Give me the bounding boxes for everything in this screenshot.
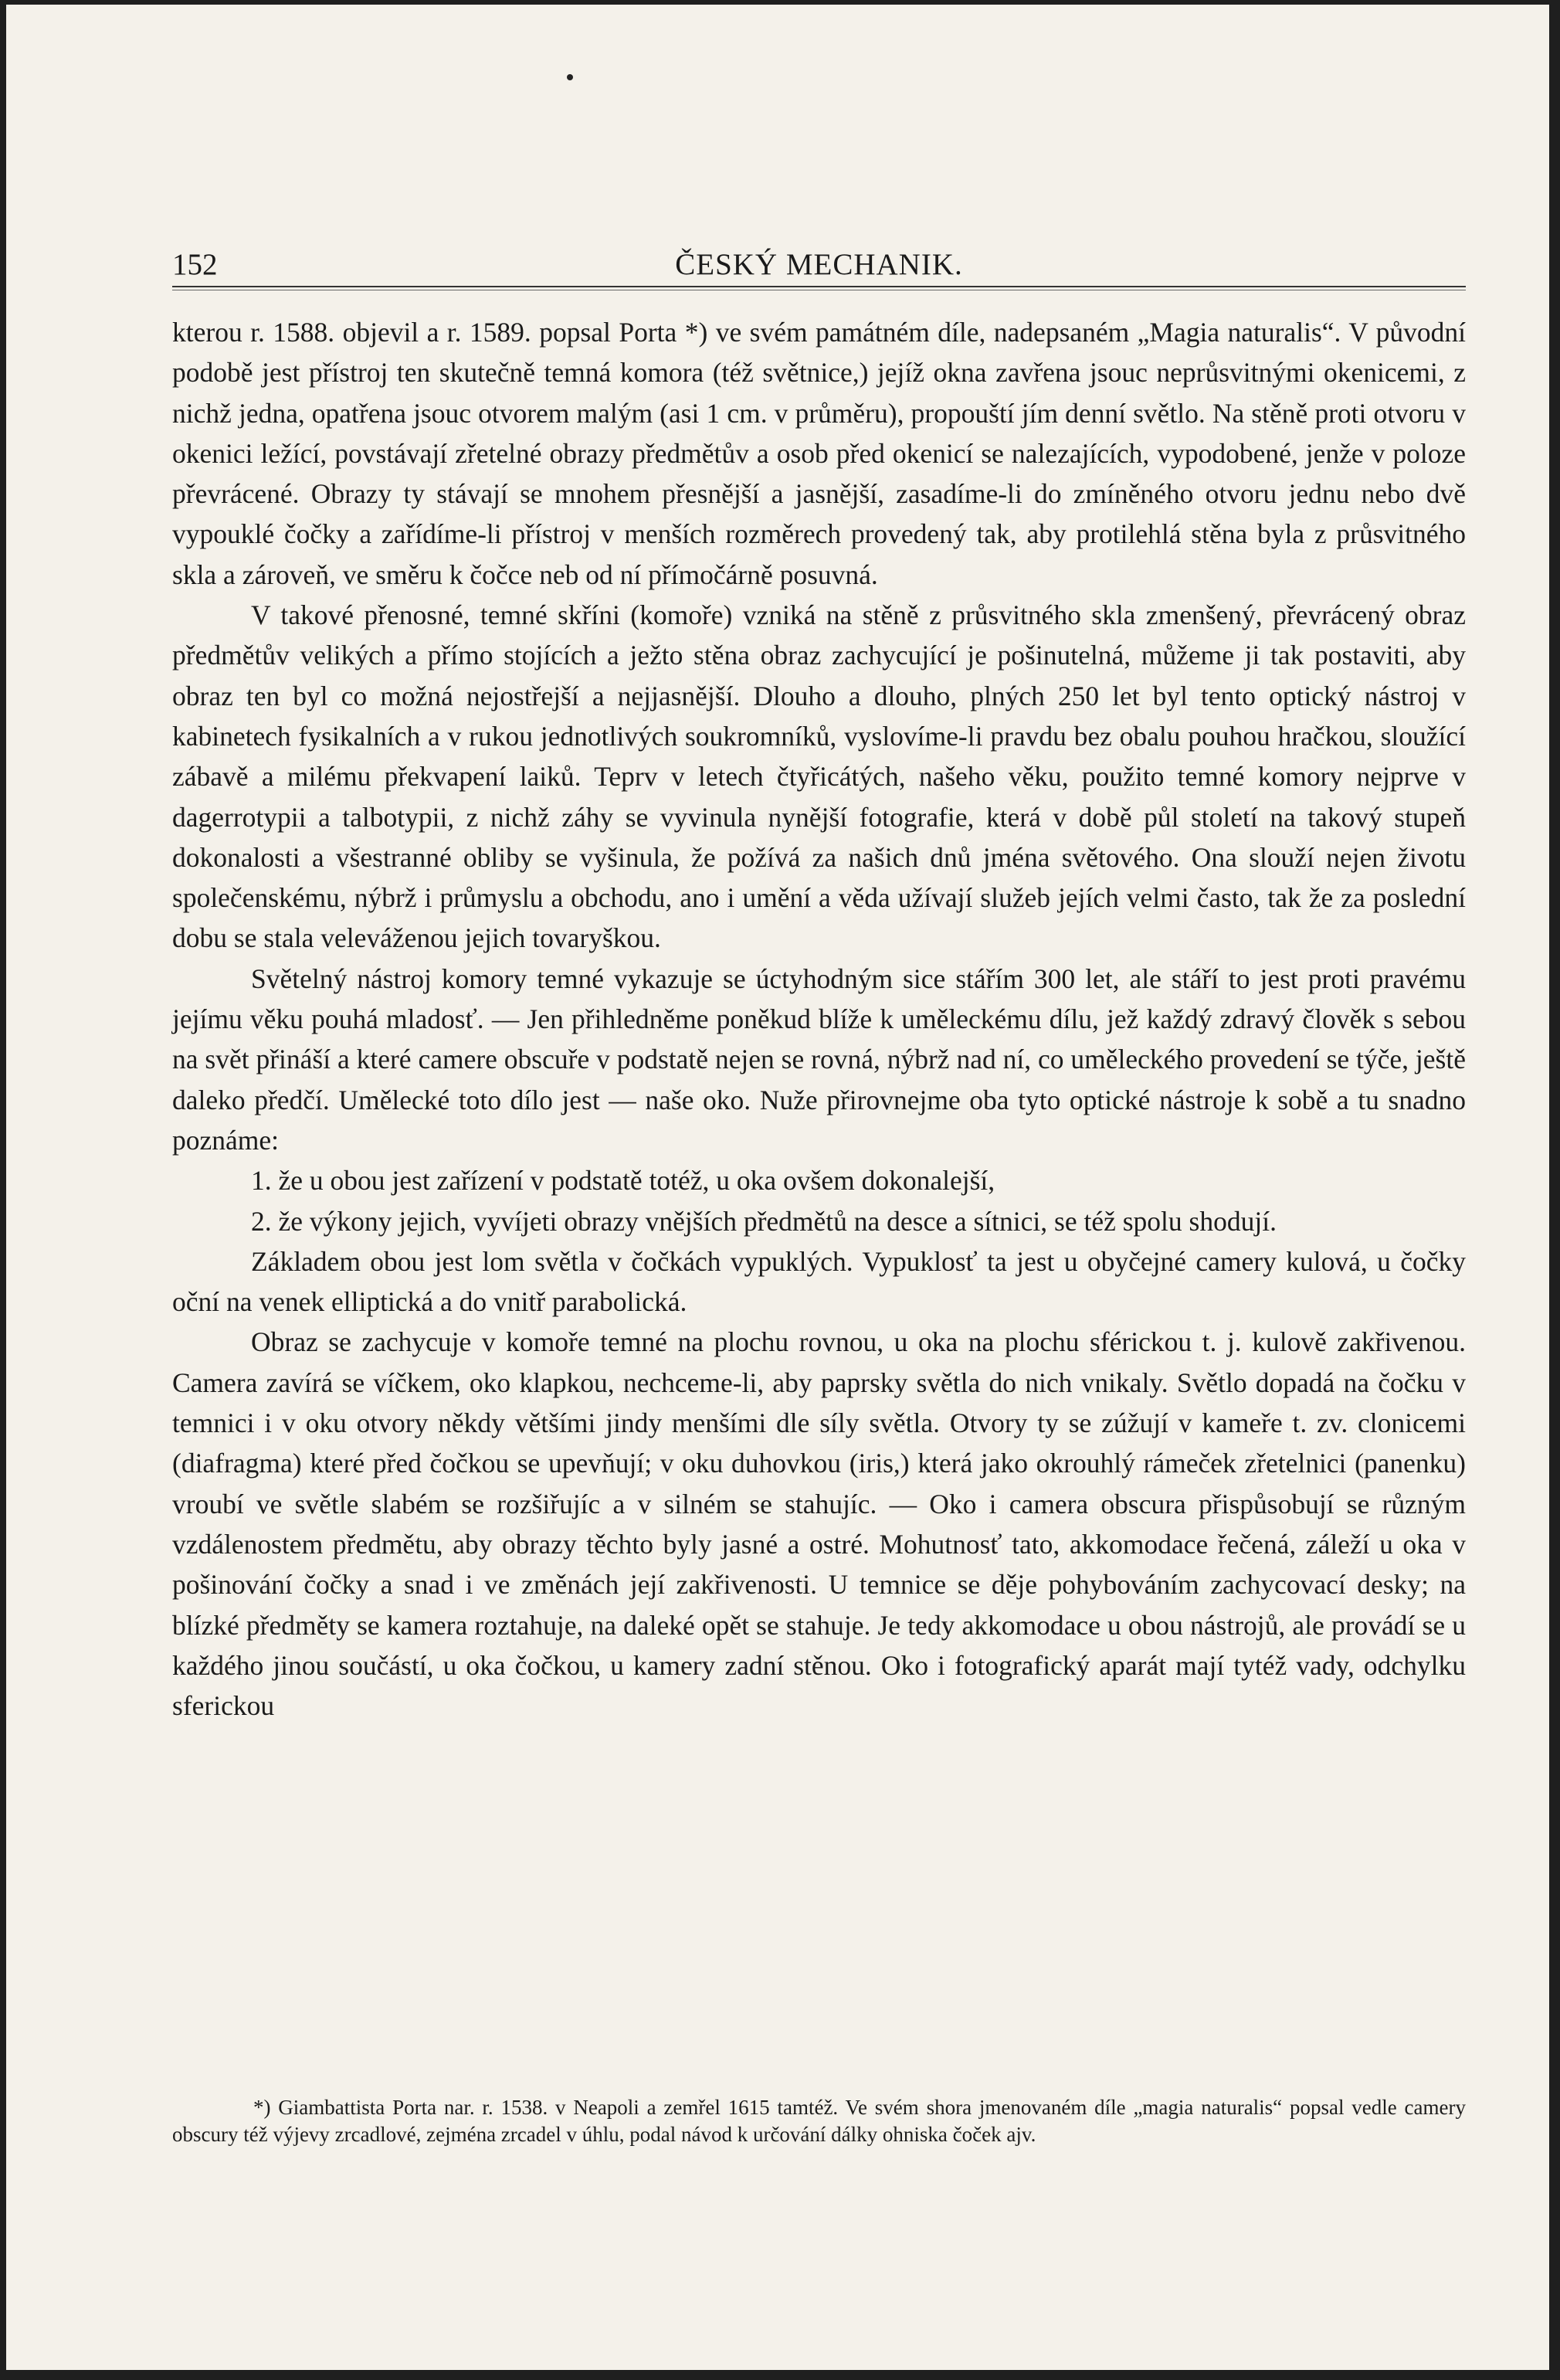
book-page xyxy=(6,5,1549,2370)
footnote xyxy=(172,2094,1466,2147)
footnote-text: *) Giambattista Porta nar. r. 1538. v Neapoli a zemřel 1615 tamtéž. Ve svém shora jmenovaném díle „magia naturalis“ popsal vedle camery obscury též výjevy zrcadlové, zejména zrcadel v úhlu, podal návod k určování dálky ohniska čoček ajv. xyxy=(172,2096,1466,2146)
print-speck xyxy=(567,74,573,80)
paragraph-eye-comparison: Světelný nástroj komory temné vykazuje se úctyhodným sice stářím 300 let, ale stáří to jest proti pravému jejímu věku pouhá mladosť. — Jen přihledněme poněkud blíže k uměleckému dílu, jež každý zdravý člověk s sebou na svět přináší a které camerе obscuře v podstatě nejen se rovná, nýbrž nad ní, co uměleckého provedení se týče, ještě daleko předčí. Umělecké toto dílo jest — naše oko. Nuže přirovnejme oba tyto optické nástroje k sobě a tu snadno poznáme: xyxy=(172,963,1466,1156)
list-item-2: 2. že výkony jejich, vyvíjeti obrazy vnějších předmětů na desce a sítnici, se též spolu shodují. xyxy=(251,1205,1277,1237)
running-title: ČESKÝ MECHANIK. xyxy=(675,248,963,281)
paragraph-porta: kterou r. 1588. objevil a r. 1589. popsal Porta *) ve svém památném díle, nadepsaném „Magia naturalis“. V původní podobě jest přístroj ten skutečně temná komora (též světnice,) jejíž okna zavřena jsouc neprůsvitnými okenicemi, z nichž jedna, opatřena jsouc otvorem malým (asi 1 cm. v průměru), propouští jím denní světlo. Na stěně proti otvoru v okenici ležící, povstávají zřetelné obrazy předmětův a osob před okenicí se nalezajících, vypodobené, jenže v poloze převrácené. Obrazy ty stávají se mnohem přesnější a jasnější, zasadíme-li do zmíněného otvoru jednu nebo dvě vypouklé čočky a zařídíme-li přístroj v menších rozměrech provedený tak, aby protilehlá stěna byla z průsvitného skla a zároveň, ve směru k čočce neb od ní přímočárně posuvná. xyxy=(172,317,1466,590)
paragraph-refraction: Základem obou jest lom světla v čočkách vypuklých. Vypuklosť ta jest u obyčejné camery kulová, u čočky oční na venek elliptická a do vnitř parabolická. xyxy=(172,1245,1466,1318)
list-item-1: 1. že u obou jest zařízení v podstatě totéž, u oka ovšem dokonalejší, xyxy=(251,1165,995,1197)
body-text xyxy=(172,312,1466,1726)
page-number: 152 xyxy=(172,248,218,281)
header-rule xyxy=(172,286,1466,290)
paragraph-portable-camera: V takové přenosné, temné skříni (komoře) vzniká na stěně z průsvitného skla zmenšený, převrácený obraz předmětův velikých a přímo stojících a ježto stěna obraz zachycující je pošinutelná, můžeme ji tak postaviti, aby obraz ten byl co možná nejostřejší a nejjasnější. Dlouho a dlouho, plných 250 let byl tento optický nástroj v kabinetech fysikalních a v rukou jednotlivých soukromníků, vyslovíme-li pravdu bez obalu pouhou hračkou, sloužící zábavě a milému překvapení laiků. Teprv v letech čtyřicátých, našeho věku, použito temné komory nejprve v dagerrotypii a talbotypii, z nichž záhy se vyvinula nynější fotografie, která v době půl století na takový stupeň dokonalosti a všestranné obliby se vyšinula, že požívá za našich dnů jména světového. Ona slouží nejen životu společenskému, nýbrž i průmyslu a obchodu, ano i umění a věda užívají služeb jejích velmi často, tak že za poslední dobu se stala veleváženou jejich tovaryškou. xyxy=(172,599,1466,954)
page-header xyxy=(172,241,1466,287)
paragraph-image-formation: Obraz se zachycuje v komoře temné na plochu rovnou, u oka na plochu sférickou t. j. kulově zakřivenou. Camera zavírá se víčkem, oko klapkou, nechceme-li, aby paprsky světla do nich vnikaly. Světlo dopadá na čočku v temnici i v oku otvory někdy většími jindy menšími dle síly světla. Otvory ty se zúžují v kameře t. zv. clonicemi (diafragma) které před čočkou se upevňují; v oku duhovkou (iris,) která jako okrouhlý rámeček zřetelnici (panenku) vroubí ve světle slabém se rozšiřujíc a v silném se stahujíc. — Oko i camera obscura přispůsobují se různým vzdálenostem předmětu, aby obrazy těchto byly jasné a ostré. Mohutnosť tato, akkomodace řečená, záleží u oka v pošinování čočky a snad i ve změnách její zakřivenosti. U temnice se děje pohybováním zachycovací desky; na blízké předměty se kamera roztahuje, na daleké opět se stahuje. Je tedy akkomodace u obou nástrojů, ale provádí se u každého jinou součástí, u oka čočkou, u kamery zadní stěnou. Oko i fotografický aparát mají tytéž vady, odchylku sferickou xyxy=(172,1326,1466,1722)
